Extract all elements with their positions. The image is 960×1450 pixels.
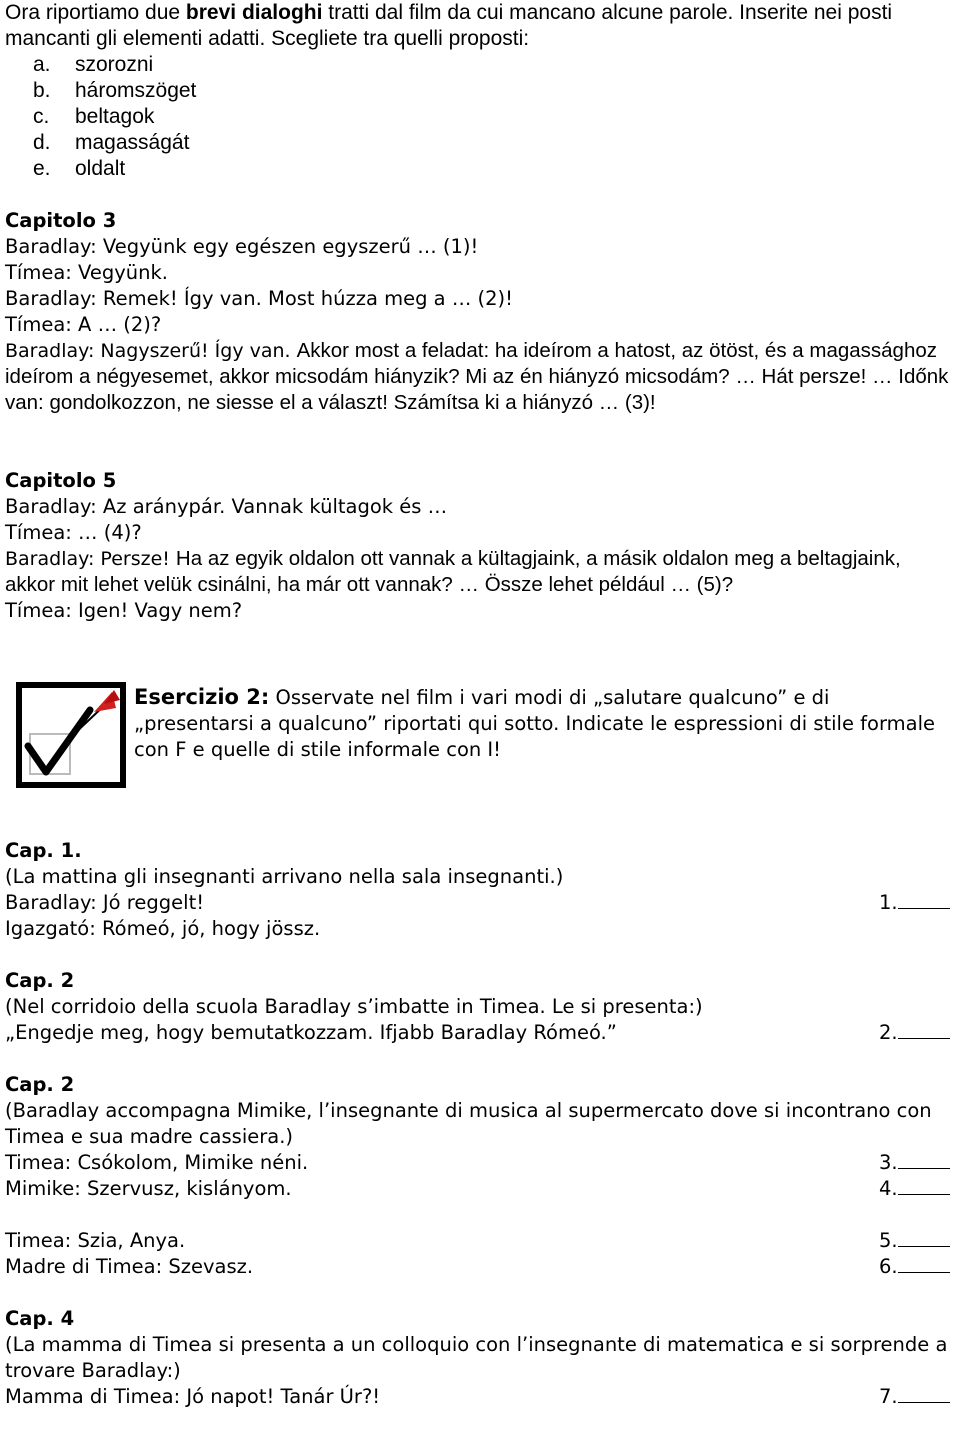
dialogue-line: Tímea: A … (2)?: [5, 313, 162, 336]
dialogue-line: Baradlay: Vegyünk egy egészen egyszerű … (1)!: [5, 235, 479, 258]
dialogue-line: Baradlay: Remek! Így van. Most húzza meg a … (2)!: [5, 287, 513, 310]
intro-text: Ora riportiamo due: [5, 1, 186, 24]
scene-note: (Baradlay accompagna Mimike, l’insegnante di musica al supermercato dove si incontrano con Timea e sua madre cassiera.): [5, 1099, 932, 1148]
dialogue-line: Tímea: Igen! Vagy nem?: [5, 599, 243, 622]
dialogue-line: Baradlay: Az aránypár. Vannak kültagok és …: [5, 495, 448, 518]
answer-row: Baradlay: Jó reggelt! 1.: [5, 890, 955, 916]
answer-blank[interactable]: [898, 1020, 950, 1039]
exercise-text: Osservate nel film i vari modi di „salutare qualcuno” e di „presentarsi a qualcuno” riportati qui sotto. Indicate le espressioni di stile formale con F e quelle di stile informale con I!: [134, 686, 935, 761]
answer-row: Igazgató: Rómeó, jó, hogy jössz.: [5, 917, 321, 940]
scene-note: (La mamma di Timea si presenta a un colloquio con l’insegnante di matematica e si sorprende a trovare Baradlay:): [5, 1333, 948, 1382]
exercise-instructions: [134, 682, 955, 763]
answer-row: Timea: Csókolom, Mimike néni. 3.: [5, 1150, 955, 1176]
intro-bold: brevi dialoghi: [185, 1, 323, 24]
scene-note: (La mattina gli insegnanti arrivano nella sala insegnanti.): [5, 865, 564, 888]
answer-blank[interactable]: [898, 1176, 950, 1195]
answer-blank[interactable]: [898, 890, 950, 909]
option-list: [5, 52, 955, 182]
answer-blank[interactable]: [898, 1384, 950, 1403]
answer-row: Timea: Szia, Anya. 5.: [5, 1228, 955, 1254]
dialogue-paragraph: Baradlay: Persze! Ha az egyik oldalon ott vannak a kültagjaink, a másik oldalon meg a beltagjaink, akkor mit lehet velük csinálni, ha már ott vannak? … Össze lehet például … (5)?: [5, 547, 901, 596]
option-item: a. szorozni: [33, 53, 154, 76]
scene-note: (Nel corridoio della scuola Baradlay s’imbatte in Timea. Le si presenta:): [5, 995, 703, 1018]
answer-blank[interactable]: [898, 1150, 950, 1169]
section-heading: Cap. 2: [5, 1073, 75, 1096]
exercise-title: Esercizio 2:: [134, 685, 270, 709]
option-item: e. oldalt: [33, 157, 126, 180]
dialogue-line: Tímea: Vegyünk.: [5, 261, 168, 284]
section-heading: Cap. 2: [5, 969, 75, 992]
exercise-block: [5, 682, 955, 788]
dialogue-paragraph: Baradlay: Nagyszerű! Így van. Akkor most a feladat: ha ideírom a hatost, az ötöst, és a magassághoz ideírom a négyesemet, akkor micsodám hiányzik? Mi az én hiányzó micsodám? … Hát persze! … Időnk van: gondolkozzon, ne siesse el a választ! Számítsa ki a hiányzó … (3)!: [5, 339, 949, 414]
answer-blank[interactable]: [898, 1228, 950, 1247]
answer-row: Mamma di Timea: Jó napot! Tanár Úr?! 7.: [5, 1384, 955, 1410]
answer-row: Madre di Timea: Szevasz. 6.: [5, 1254, 955, 1280]
document-page: [5, 0, 955, 1410]
answer-blank[interactable]: [898, 1254, 950, 1273]
option-item: d. magasságát: [33, 131, 190, 154]
answer-row: „Engedje meg, hogy bemutatkozzam. Ifjabb Baradlay Rómeó.” 2.: [5, 1020, 955, 1046]
section-heading: Cap. 4: [5, 1307, 75, 1330]
dialogue-line: Tímea: … (4)?: [5, 521, 142, 544]
checkbox-with-dart-icon: [16, 682, 126, 788]
option-item: b. háromszöget: [33, 79, 197, 102]
intro-paragraph: [5, 0, 955, 52]
section-heading-cap3: Capitolo 3: [5, 209, 117, 232]
intro-text-2: tratti dal film da cui mancano alcune parole. Inserite nei posti mancanti gli elementi adatti. Scegliete tra quelli proposti:: [5, 1, 893, 50]
section-heading: Cap. 1.: [5, 839, 82, 862]
option-item: c. beltagok: [33, 105, 155, 128]
section-heading-cap5: Capitolo 5: [5, 469, 117, 492]
answer-row: Mimike: Szervusz, kislányom. 4.: [5, 1176, 955, 1202]
